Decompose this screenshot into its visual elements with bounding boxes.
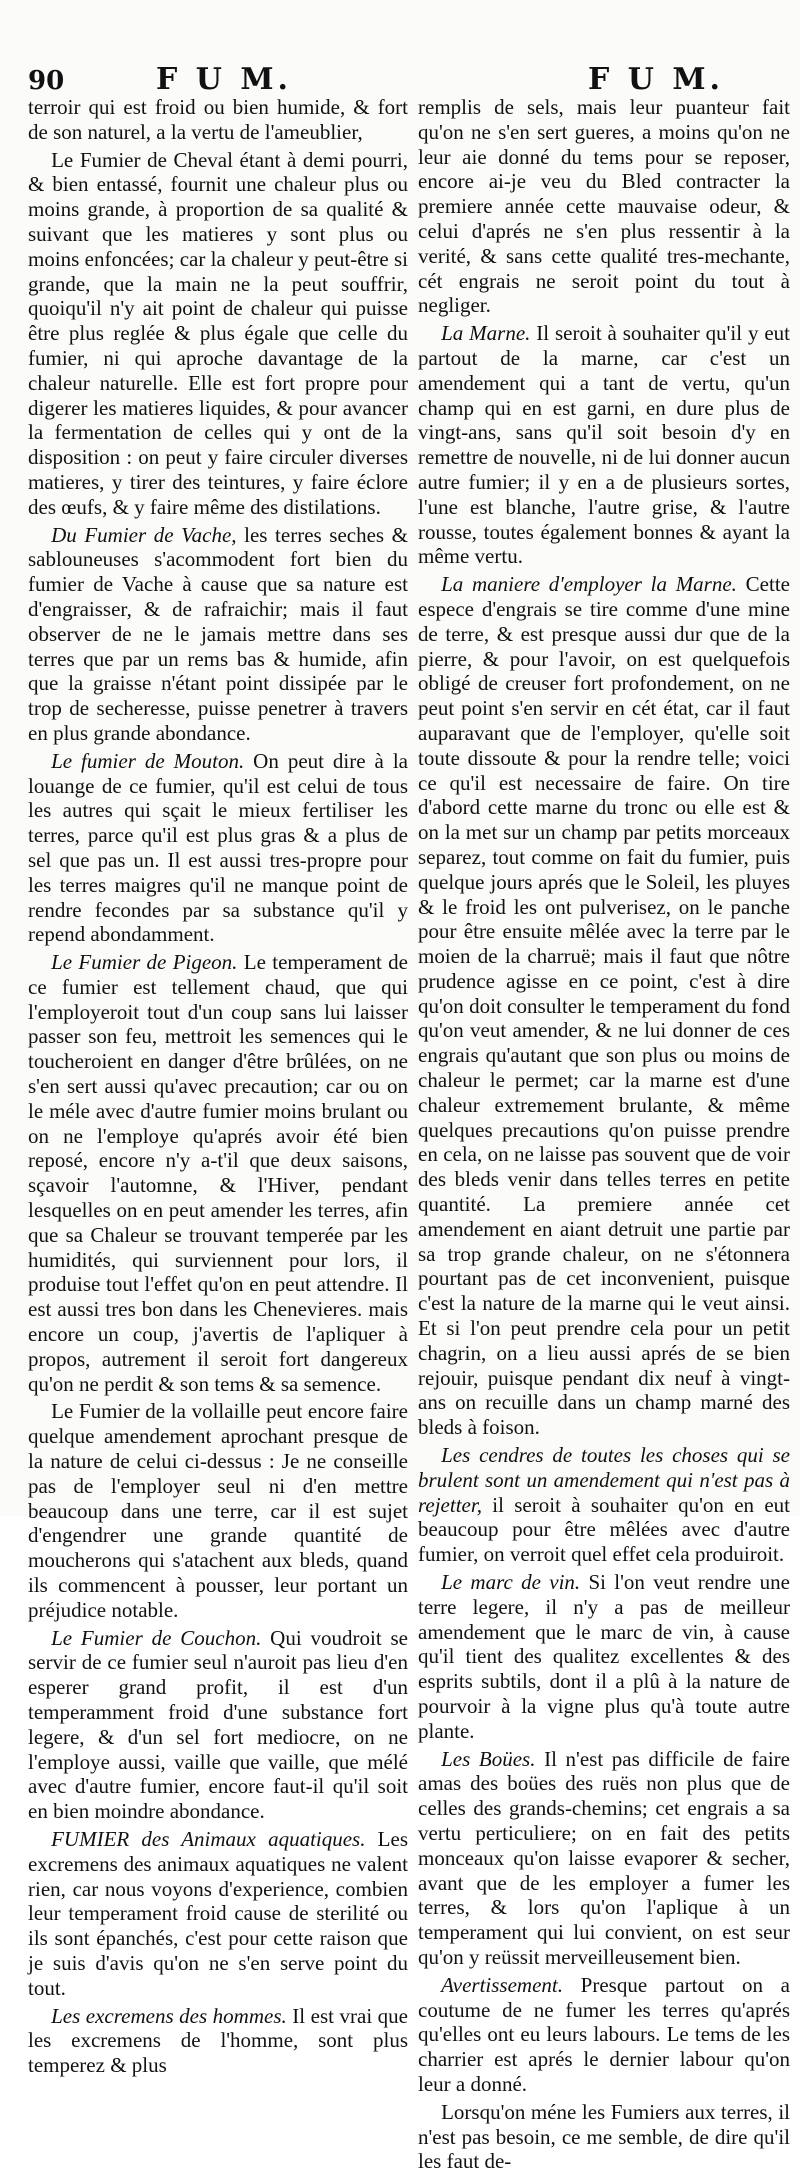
paragraph bbox=[418, 1973, 790, 2097]
paragraph bbox=[28, 1827, 408, 2001]
paragraph bbox=[28, 2004, 408, 2078]
paragraph bbox=[418, 2100, 790, 2174]
paragraph bbox=[28, 950, 408, 1396]
paragraph-text: Qui voudroit se servir de ce fumier seul n'auroit pas lieu d'en esperer grand profit, il est d'un temperamment froid d'une substance fort legere, & d'un sel fort mediocre, on ne l'employe aussi, vaille que vaille, que mélé avec d'autre fumier, encore faut-il qu'il soit en bien moindre abondance. bbox=[28, 1625, 408, 1824]
paragraph-text: remplis de sels, mais leur puanteur fait qu'on ne s'en sert gueres, a moins qu'on ne leur aie donné du tems pour se reposer, encore ai-je veu du Bled contracter la premiere année cette mauvaise odeur, & celui d'aprés ne s'en plus ressentir à la verité, & sans cette qualité tres-mechante, cét engrais ne seroit point du tout à negliger. bbox=[418, 95, 790, 318]
paragraph-text: On peut dire à la louange de ce fumier, qu'il est celui de tous les autres qui sçait le mieux fertiliser les terres, parce qu'il est plus gras & a plus de sel que pas un. Il est aussi tres-propre pour les terres maigres qu'il ne manque point de rendre fecondes par sa substance qu'il y repend abondamment. bbox=[28, 748, 408, 947]
page-header bbox=[28, 60, 790, 100]
paragraph-text: Lorsqu'on méne les Fumiers aux terres, il n'est pas besoin, ce me semble, de dire qu'il les faut de- bbox=[418, 2099, 790, 2174]
paragraph-text: Les excremens des animaux aquatiques ne valent rien, car nous voyons d'experience, combien leur temperament froid cause de sterilité ou ils sont épanchés, c'est pour cette raison que je suis d'avis qu'on ne s'en serve point du tout. bbox=[28, 1826, 408, 2000]
paragraph bbox=[418, 95, 790, 318]
paragraph-heading: Les Boües. bbox=[441, 1746, 536, 1771]
paragraph-heading: Du Fumier de Vache, bbox=[51, 522, 237, 547]
paragraph-text: Cette espece d'engrais se tire comme d'une mine de terre, & est presque aussi dur que de la pierre, & pour l'avoir, on est quelquefois obligé de creuser fort profondement, on ne peut point s'en servir en cét état, car il faut auparavant que de l'employer, qu'elle soit toute dissoute & pour la rendre telle; voici ce qu'il est necessaire de faire. On tire d'abord cette marne du tronc ou elle est & on la met sur un champ par petits morceaux separez, tout comme on fait du fumier, puis quelque jours aprés que le Soleil, les pluyes & le froid les ont pulverisez, on le panche pour être ensuite mêlée avec la terre par le moien de la charruë; mais il faut que nôtre prudence agisse en ce point, c'est à dire qu'on doit consulter le temperament du fond qu'on veut amender, & ne lui donner de ces engrais qu'autant que son plus ou moins de chaleur le permet; car la marne est d'une chaleur extremement brulante, & même quelques precautions qu'on puisse prendre en cela, on ne laisse pas souvent que de voir des bleds venir dans telles terres en petite quantité. La premiere année cet amendement en aiant detruit une partie par sa trop grande chaleur, on ne s'étonnera pourtant pas de cet inconvenient, puisque c'est la nature de la marne qui le veut ainsi. Et si l'on peut prendre cela pour un petit chagrin, on a lieu aussi aprés de se bien rejouir, puisque pendant dix neuf à vingt-ans on recuille dans un champ marné des bleds à foison. bbox=[418, 572, 790, 1440]
paragraph-heading: Avertissement. bbox=[441, 1972, 563, 1997]
paragraph bbox=[28, 1626, 408, 1824]
paragraph-text: les terres seches & sablouneuses s'acommodent fort bien du fumier de Vache à cause que sa nature est d'engraisser, & de rafraichir; mais il faut observer de ne le jamais mettre dans ses terres que par un rems bas & humide, afin que la graisse n'étant point dissipée par le trop de secheresse, puisse penetrer à travers en plus grande abondance. bbox=[28, 522, 409, 745]
paragraph-text: Presque partout on a coutume de ne fumer les terres qu'aprés qu'elles ont eu leurs labours. Le tems de les charrier est aprés le dernier labour qu'on leur a donné. bbox=[418, 1972, 790, 2096]
paragraph-heading: FUMIER des Animaux aquatiques. bbox=[51, 1826, 366, 1851]
paragraph-text: Le Fumier de la vollaille peut encore faire quelque amendement aprochant presque de la nature de celui ci-dessus : Je ne conseille pas de l'employer seul ni d'en mettre beaucoup dans une terre, car il est sujet d'engendrer une grande quantité de moucherons qui s'atachent aux bleds, quand ils commencent à pousser, leur portant un préjudice notable. bbox=[28, 1399, 408, 1622]
paragraph bbox=[28, 523, 408, 746]
paragraph-heading: La Marne. bbox=[441, 321, 531, 346]
paragraph bbox=[418, 321, 790, 569]
paragraph-text: Il est vrai que les excremens de l'homme, sont plus temperez & plus bbox=[28, 2003, 409, 2078]
paragraph bbox=[28, 95, 408, 145]
paragraph-heading: Le marc de vin. bbox=[441, 1570, 581, 1595]
paragraph-heading: La maniere d'employer la Marne. bbox=[441, 572, 737, 597]
paragraph-heading: Le Fumier de Pigeon. bbox=[51, 950, 238, 975]
paragraph bbox=[418, 572, 790, 1440]
paragraph-heading: Le fumier de Mouton. bbox=[51, 748, 245, 773]
paragraph bbox=[28, 749, 408, 947]
right-column bbox=[418, 95, 791, 2174]
paragraph bbox=[418, 1570, 790, 1744]
paragraph bbox=[28, 148, 408, 520]
paragraph-text: il seroit à souhaiter qu'on en eut beaucoup pour être mêlées avec d'autre fumier, on verroit quel effet cela produiroit. bbox=[418, 1492, 790, 1567]
paragraph-text: Si l'on veut rendre une terre legere, il n'y a pas de meilleur amendement que le marc de vin, à cause qu'il tient des qualitez excellentes & des esprits subtils, dont il a plû à la nature de pourvoir à la vigne plus qu'à toute autre plante. bbox=[418, 1570, 790, 1743]
left-column bbox=[28, 95, 409, 2078]
paragraph bbox=[28, 1399, 408, 1622]
paragraph-text: Le temperament de ce fumier est tellement chaud, que qui l'employeroit tout d'un coup sans lui laisser passer son feu, mettroit les semences qui le toucheroient en danger d'être brûlées, on ne s'en sert aussi qu'avec precaution; car ou on le méle avec d'autre fumier moins brulant ou on ne l'employe qu'aprés avoir été bien reposé, encore n'y a-t'il que deux saisons, sçavoir l'automne, & l'Hiver, pendant lesquelles on en peut amender les terres, afin que sa Chaleur se trouvant temperée par les humidités, qui surviennent pour lors, il produise tout l'effet qu'on en peut attendre. Il est aussi tres bon dans les Chenevieres. mais encore un coup, j'avertis de l'apliquer à propos, autrement il seroit fort dangereux qu'on ne perdit & son tems & sa semence. bbox=[28, 950, 408, 1396]
paragraph-text: terroir qui est froid ou bien humide, & fort de son naturel, a la vertu de l'ameublier, bbox=[28, 95, 408, 144]
running-head-left: F U M. bbox=[156, 62, 293, 97]
paragraph-text: Il seroit à souhaiter qu'il y eut partout de la marne, car c'est un amendement qui a tant de vertu, qu'un champ qui en est garni, en dure plus de vingt-ans, sans qu'il soit besoin d'y en remettre de nouvelle, ni de lui donner aucun autre fumier; il y en a de plusieurs sortes, l'une est blanche, l'autre grise, & l'autre rousse, toutes également bonnes & ayant la même vertu. bbox=[418, 321, 791, 569]
paragraph-heading: Les cendres de toutes les choses qui se brulent sont un amendement qui n'est pas à rejetter, bbox=[418, 1443, 790, 1517]
running-head-right: F U M. bbox=[588, 62, 725, 97]
paragraph bbox=[418, 1747, 790, 1970]
paragraph bbox=[418, 1443, 790, 1567]
paragraph-heading: Les excremens des hommes. bbox=[51, 2003, 287, 2028]
paragraph-heading: Le Fumier de Couchon. bbox=[51, 1625, 262, 1650]
page-number: 90 bbox=[28, 66, 65, 96]
paragraph-text: Il n'est pas difficile de faire amas des boües des ruës non plus que de celles des grands-chemins; cet engrais a sa vertu perticuliere; on en fait des petits monceaux qu'on laisse evaporer & secher, avant que de les employer a fumer les terres, & lors qu'on l'aplique à un temperament qui lui convient, on est seur qu'on y reüssit merveilleusement bien. bbox=[418, 1746, 790, 1969]
paragraph-text: Le Fumier de Cheval étant à demi pourri, & bien entassé, fournit une chaleur plus ou moins grande, à proportion de sa qualité & suivant que les matieres y sont plus ou moins enfoncées; car la chaleur y peut-être si grande, que la main ne la peut souffrir, quoiqu'il n'y ait point de chaleur qui puisse être plus reglée & plus égale que celle du fumier, ni qui aproche davantage de la chaleur naturelle. Elle est fort propre pour digerer les matieres liquides, & pour avancer la fermentation de celles qui y ont de la disposition : on peut y faire circuler diverses matieres, y tirer des teintures, y faire éclore des œufs, & y faire même des distilations. bbox=[28, 147, 408, 519]
